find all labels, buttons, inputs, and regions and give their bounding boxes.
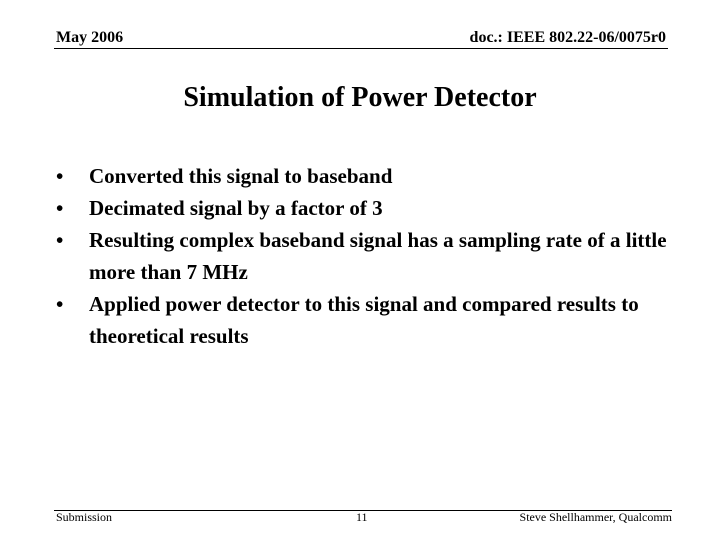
footer-author: Steve Shellhammer, Qualcomm	[519, 510, 672, 524]
bullet-item	[54, 192, 674, 224]
bullet-text: Converted this signal to baseband	[89, 164, 393, 188]
slide-title: Simulation of Power Detector	[183, 82, 537, 113]
footer-submission: Submission	[56, 510, 113, 524]
bullet-item	[54, 288, 674, 352]
bullet-marker: •	[56, 164, 64, 188]
header-divider	[54, 48, 668, 49]
footer-page-number: 11	[356, 510, 368, 524]
header-doc-id: doc.: IEEE 802.22-06/0075r0	[469, 29, 666, 46]
bullet-item	[54, 224, 674, 288]
bullet-marker: •	[56, 228, 64, 252]
header-date: May 2006	[56, 29, 124, 46]
bullet-item	[54, 160, 674, 192]
bullet-text: Resulting complex baseband signal has a sampling rate of a little more than 7 MHz	[89, 228, 667, 284]
bullet-text: Applied power detector to this signal and compared results to theoretical results	[89, 292, 639, 348]
bullet-list	[54, 160, 674, 352]
bullet-text: Decimated signal by a factor of 3	[89, 196, 383, 220]
bullet-marker: •	[56, 196, 64, 220]
bullet-marker: •	[56, 292, 64, 316]
